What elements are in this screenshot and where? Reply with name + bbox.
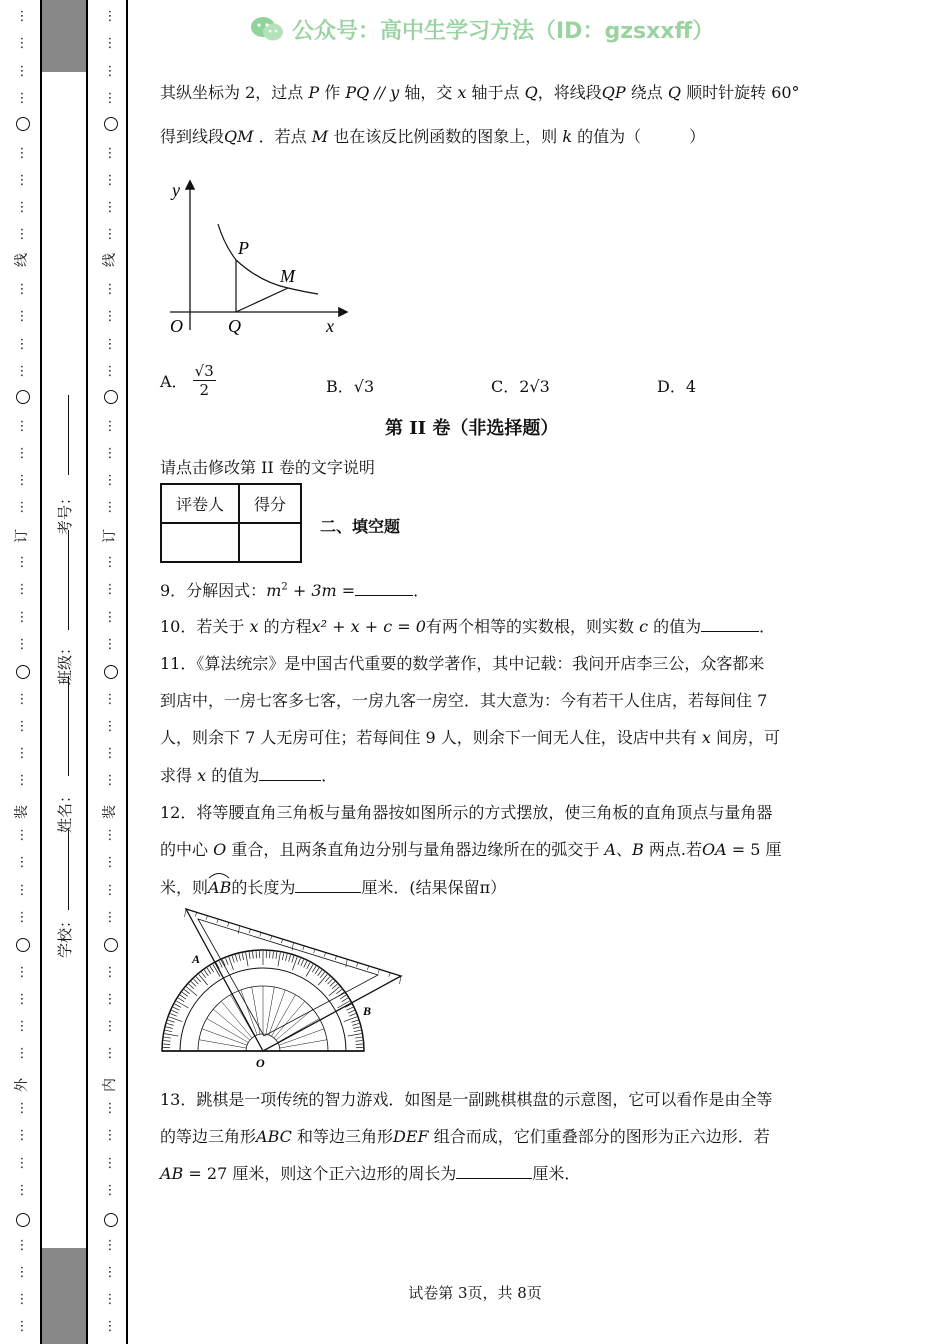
q13-line1: 13．跳棋是一项传统的智力游戏．如图是一副跳棋棋盘的示意图，它可以看作是由全等: [160, 1090, 773, 1109]
margin-dot: ⋮: [103, 773, 117, 789]
margin-dot: ⋮: [103, 90, 117, 106]
p-label: P: [238, 238, 249, 258]
margin-dot: ⋮: [15, 172, 29, 188]
margin-dot: ⋮: [15, 200, 29, 216]
margin-dot: ⋮: [103, 227, 117, 243]
margin-char: 内: [102, 1078, 118, 1092]
margin-dot: ⋮: [15, 473, 29, 489]
point-a-label: A: [192, 952, 201, 966]
margin-dot: ⋮: [103, 828, 117, 843]
margin-dot: ⋮: [15, 1319, 29, 1335]
q11-line4: 求得 x 的值为 ．: [160, 766, 338, 785]
q12-line3: 米，则 AB的长度为 厘米．(结果保留π）: [160, 874, 506, 898]
point-b-label: B: [363, 1004, 372, 1018]
margin-dot: ⋮: [103, 746, 117, 762]
point-o-label: O: [256, 1056, 265, 1070]
margin-dot: ⋮: [103, 909, 117, 925]
margin-dot: ⋮: [103, 200, 117, 216]
answer-blank[interactable]: [355, 581, 413, 596]
margin-dot: ⋮: [15, 964, 29, 980]
margin-dot: ⋮: [15, 609, 29, 625]
margin-char: 装: [102, 805, 118, 819]
margin-dot: ⋮: [103, 582, 117, 598]
option-c[interactable]: C．2√3: [491, 377, 550, 396]
margin-dot: ⋮: [103, 36, 117, 52]
margin-dot: ⋮: [15, 227, 29, 243]
margin-circle: [104, 938, 118, 952]
margin-dot: ⋮: [15, 1019, 29, 1035]
answer-blank[interactable]: [456, 1164, 532, 1179]
margin-circle: [16, 665, 30, 679]
score-table: [160, 483, 302, 563]
margin-dot: ⋮: [15, 90, 29, 106]
banji-line: [68, 530, 69, 630]
margin-dot: ⋮: [15, 1155, 29, 1171]
q11-line2: 到店中，一房七客多七客，一房九客一房空．其大意为：今有若干人住店，若每间住 7: [160, 691, 768, 710]
margin-dot: ⋮: [103, 1046, 117, 1062]
margin-dot: ⋮: [103, 1101, 117, 1116]
score-table-header-grader: 评卷人: [161, 484, 239, 523]
margin-line: [126, 0, 128, 1344]
margin-dot: ⋮: [15, 1182, 29, 1198]
margin-dot: ⋮: [103, 1128, 117, 1144]
kaohao-line: [68, 395, 69, 475]
margin-dot: ⋮: [15, 1128, 29, 1144]
margin-dot: ⋮: [15, 63, 29, 79]
arc-mark: [208, 871, 230, 879]
margin-dot: ⋮: [15, 1292, 29, 1308]
margin-char: 线: [14, 253, 30, 267]
q13-line3: AB = 27 厘米，则这个正六边形的周长为 厘米．: [160, 1164, 581, 1183]
margin-dot: ⋮: [103, 636, 117, 652]
watermark-text: 公众号：高中生学习方法（ID：gzsxxff）: [292, 18, 715, 44]
margin-dot: ⋮: [103, 418, 117, 434]
margin-dot: ⋮: [15, 145, 29, 161]
q12-line1: 12．将等腰直角三角板与量角器按如图所示的方式摆放，使三角板的直角顶点与量角器: [160, 803, 773, 822]
margin-dot: ⋮: [15, 773, 29, 789]
margin-circle: [104, 665, 118, 679]
margin-dot: ⋮: [15, 718, 29, 734]
answer-blank[interactable]: [295, 878, 361, 893]
xingming-line: [68, 676, 69, 776]
score-table-header-score: 得分: [239, 484, 301, 523]
margin-circle: [104, 390, 118, 404]
fill-in-title: 二、填空题: [320, 517, 401, 536]
answer-blank[interactable]: [701, 617, 759, 632]
score-table-cell[interactable]: [161, 523, 239, 562]
x-label: x: [326, 316, 334, 336]
margin-dot: ⋮: [15, 36, 29, 52]
margin-dot: ⋮: [15, 1046, 29, 1062]
margin-char: 订: [14, 529, 30, 543]
option-d[interactable]: D．4: [657, 377, 697, 396]
margin-char: 外: [14, 1078, 30, 1092]
margin-dot: ⋮: [15, 746, 29, 762]
margin-dot: ⋮: [103, 336, 117, 352]
arc-ab: AB: [208, 874, 231, 897]
margin-dot: ⋮: [15, 882, 29, 898]
margin-dot: ⋮: [103, 964, 117, 980]
y-label: y: [172, 180, 180, 200]
q8-line2: 得到线段QM ．若点 M 也在该反比例函数的图象上，则 k 的值为（ ）: [160, 127, 706, 146]
q8-function-graph: [160, 172, 360, 342]
margin-dot: ⋮: [103, 1264, 117, 1280]
protractor-figure: [158, 905, 408, 1070]
q12-line2: 的中心 O 重合，且两条直角边分别与量角器边缘所在的弧交于 A、B 两点.若OA = 5 厘: [160, 840, 782, 859]
margin-char: 装: [14, 805, 30, 819]
margin-dot: ⋮: [103, 855, 117, 871]
margin-dot: ⋮: [103, 1019, 117, 1035]
margin-dot: ⋮: [15, 9, 29, 24]
margin-dot: ⋮: [103, 500, 117, 516]
margin-char: 订: [102, 529, 118, 543]
q-label: Q: [228, 316, 241, 336]
margin-dot: ⋮: [103, 63, 117, 79]
margin-dot: ⋮: [103, 991, 117, 1007]
margin-dot: ⋮: [15, 282, 29, 297]
label-xuexiao: 学校：: [56, 912, 75, 959]
margin-dot: ⋮: [103, 1155, 117, 1171]
segment-QM: [236, 288, 288, 312]
margin-dot: ⋮: [103, 609, 117, 625]
margin-dot: ⋮: [15, 691, 29, 707]
margin-line: [86, 0, 88, 1344]
section-title: 第 II 卷（非选择题）: [385, 418, 559, 439]
margin-dot: ⋮: [103, 445, 117, 461]
xuexiao-line: [68, 830, 69, 910]
margin-dot: ⋮: [15, 336, 29, 352]
option-a[interactable]: A． $\frac{√3}{2}$: [160, 362, 214, 399]
margin-dot: ⋮: [15, 500, 29, 516]
margin-circle: [16, 117, 30, 131]
margin-dot: ⋮: [15, 855, 29, 871]
margin-dot: ⋮: [15, 363, 29, 379]
margin-dot: ⋮: [15, 445, 29, 461]
margin-dot: ⋮: [103, 1237, 117, 1253]
margin-dot: ⋮: [103, 882, 117, 898]
margin-dot: ⋮: [15, 636, 29, 652]
header-watermark: [250, 12, 714, 46]
margin-dot: ⋮: [103, 309, 117, 325]
margin-dot: ⋮: [103, 1319, 117, 1335]
margin-circle: [104, 117, 118, 131]
label-kaohao: 考号：: [56, 489, 75, 536]
margin-dot: ⋮: [103, 1182, 117, 1198]
margin-dot: ⋮: [103, 473, 117, 489]
q8-line1: 其纵坐标为 2，过点 P 作 PQ // y 轴，交 x 轴于点 Q，将线段QP 绕点 Q 顺时针旋转 60°: [160, 83, 800, 102]
margin-circle: [104, 1213, 118, 1227]
margin-dot: ⋮: [15, 828, 29, 843]
margin-line: [40, 0, 42, 1344]
margin-dot: ⋮: [15, 555, 29, 570]
margin-dot: ⋮: [103, 363, 117, 379]
q11-line3: 人，则余下 7 人无房可住；若每间住 9 人，则余下一间无人住，设店中共有 x 间房，可: [160, 728, 780, 747]
margin-char: 线: [102, 253, 118, 267]
margin-dot: ⋮: [15, 909, 29, 925]
label-xingming: 姓名：: [56, 787, 75, 834]
margin-gray-block: [42, 0, 86, 72]
q11-line1: 11．《算法统宗》是中国古代重要的数学著作，其中记载：我问开店李三公，众客都来: [160, 654, 765, 673]
hyperbola-curve: [218, 224, 318, 294]
page-footer: 试卷第 3页，共 8页: [408, 1284, 542, 1302]
label-banji: 班级：: [56, 639, 75, 686]
margin-dot: ⋮: [103, 555, 117, 570]
q10: 10．若关于 x 的方程x² + x + c = 0有两个相等的实数根，则实数 c 的值为 ．: [160, 617, 776, 636]
margin-dot: ⋮: [103, 9, 117, 24]
margin-dot: ⋮: [103, 718, 117, 734]
score-table-cell[interactable]: [239, 523, 301, 562]
margin-circle: [16, 938, 30, 952]
margin-dot: ⋮: [103, 172, 117, 188]
margin-dot: ⋮: [103, 1292, 117, 1308]
margin-circle: [16, 390, 30, 404]
origin-label: O: [170, 316, 183, 336]
answer-blank[interactable]: [259, 766, 321, 781]
wechat-icon: [250, 15, 284, 43]
margin-dot: ⋮: [15, 991, 29, 1007]
margin-dot: ⋮: [103, 691, 117, 707]
margin-dot: ⋮: [103, 282, 117, 297]
margin-dot: ⋮: [15, 1264, 29, 1280]
margin-dot: ⋮: [103, 145, 117, 161]
margin-circle: [16, 1213, 30, 1227]
margin-dot: ⋮: [15, 309, 29, 325]
margin-dot: ⋮: [15, 1237, 29, 1253]
section-note[interactable]: 请点击修改第 II 卷的文字说明: [160, 458, 375, 477]
margin-dot: ⋮: [15, 418, 29, 434]
margin-dot: ⋮: [15, 582, 29, 598]
option-b[interactable]: B．√3: [326, 377, 375, 396]
margin-dot: ⋮: [15, 1101, 29, 1116]
q13-line2: 的等边三角形ABC 和等边三角形DEF 组合而成，它们重叠部分的图形为正六边形．若: [160, 1127, 770, 1146]
q9: 9．分解因式：$m^2 + 3m$ = ．: [160, 581, 430, 600]
m-label: M: [280, 266, 295, 286]
